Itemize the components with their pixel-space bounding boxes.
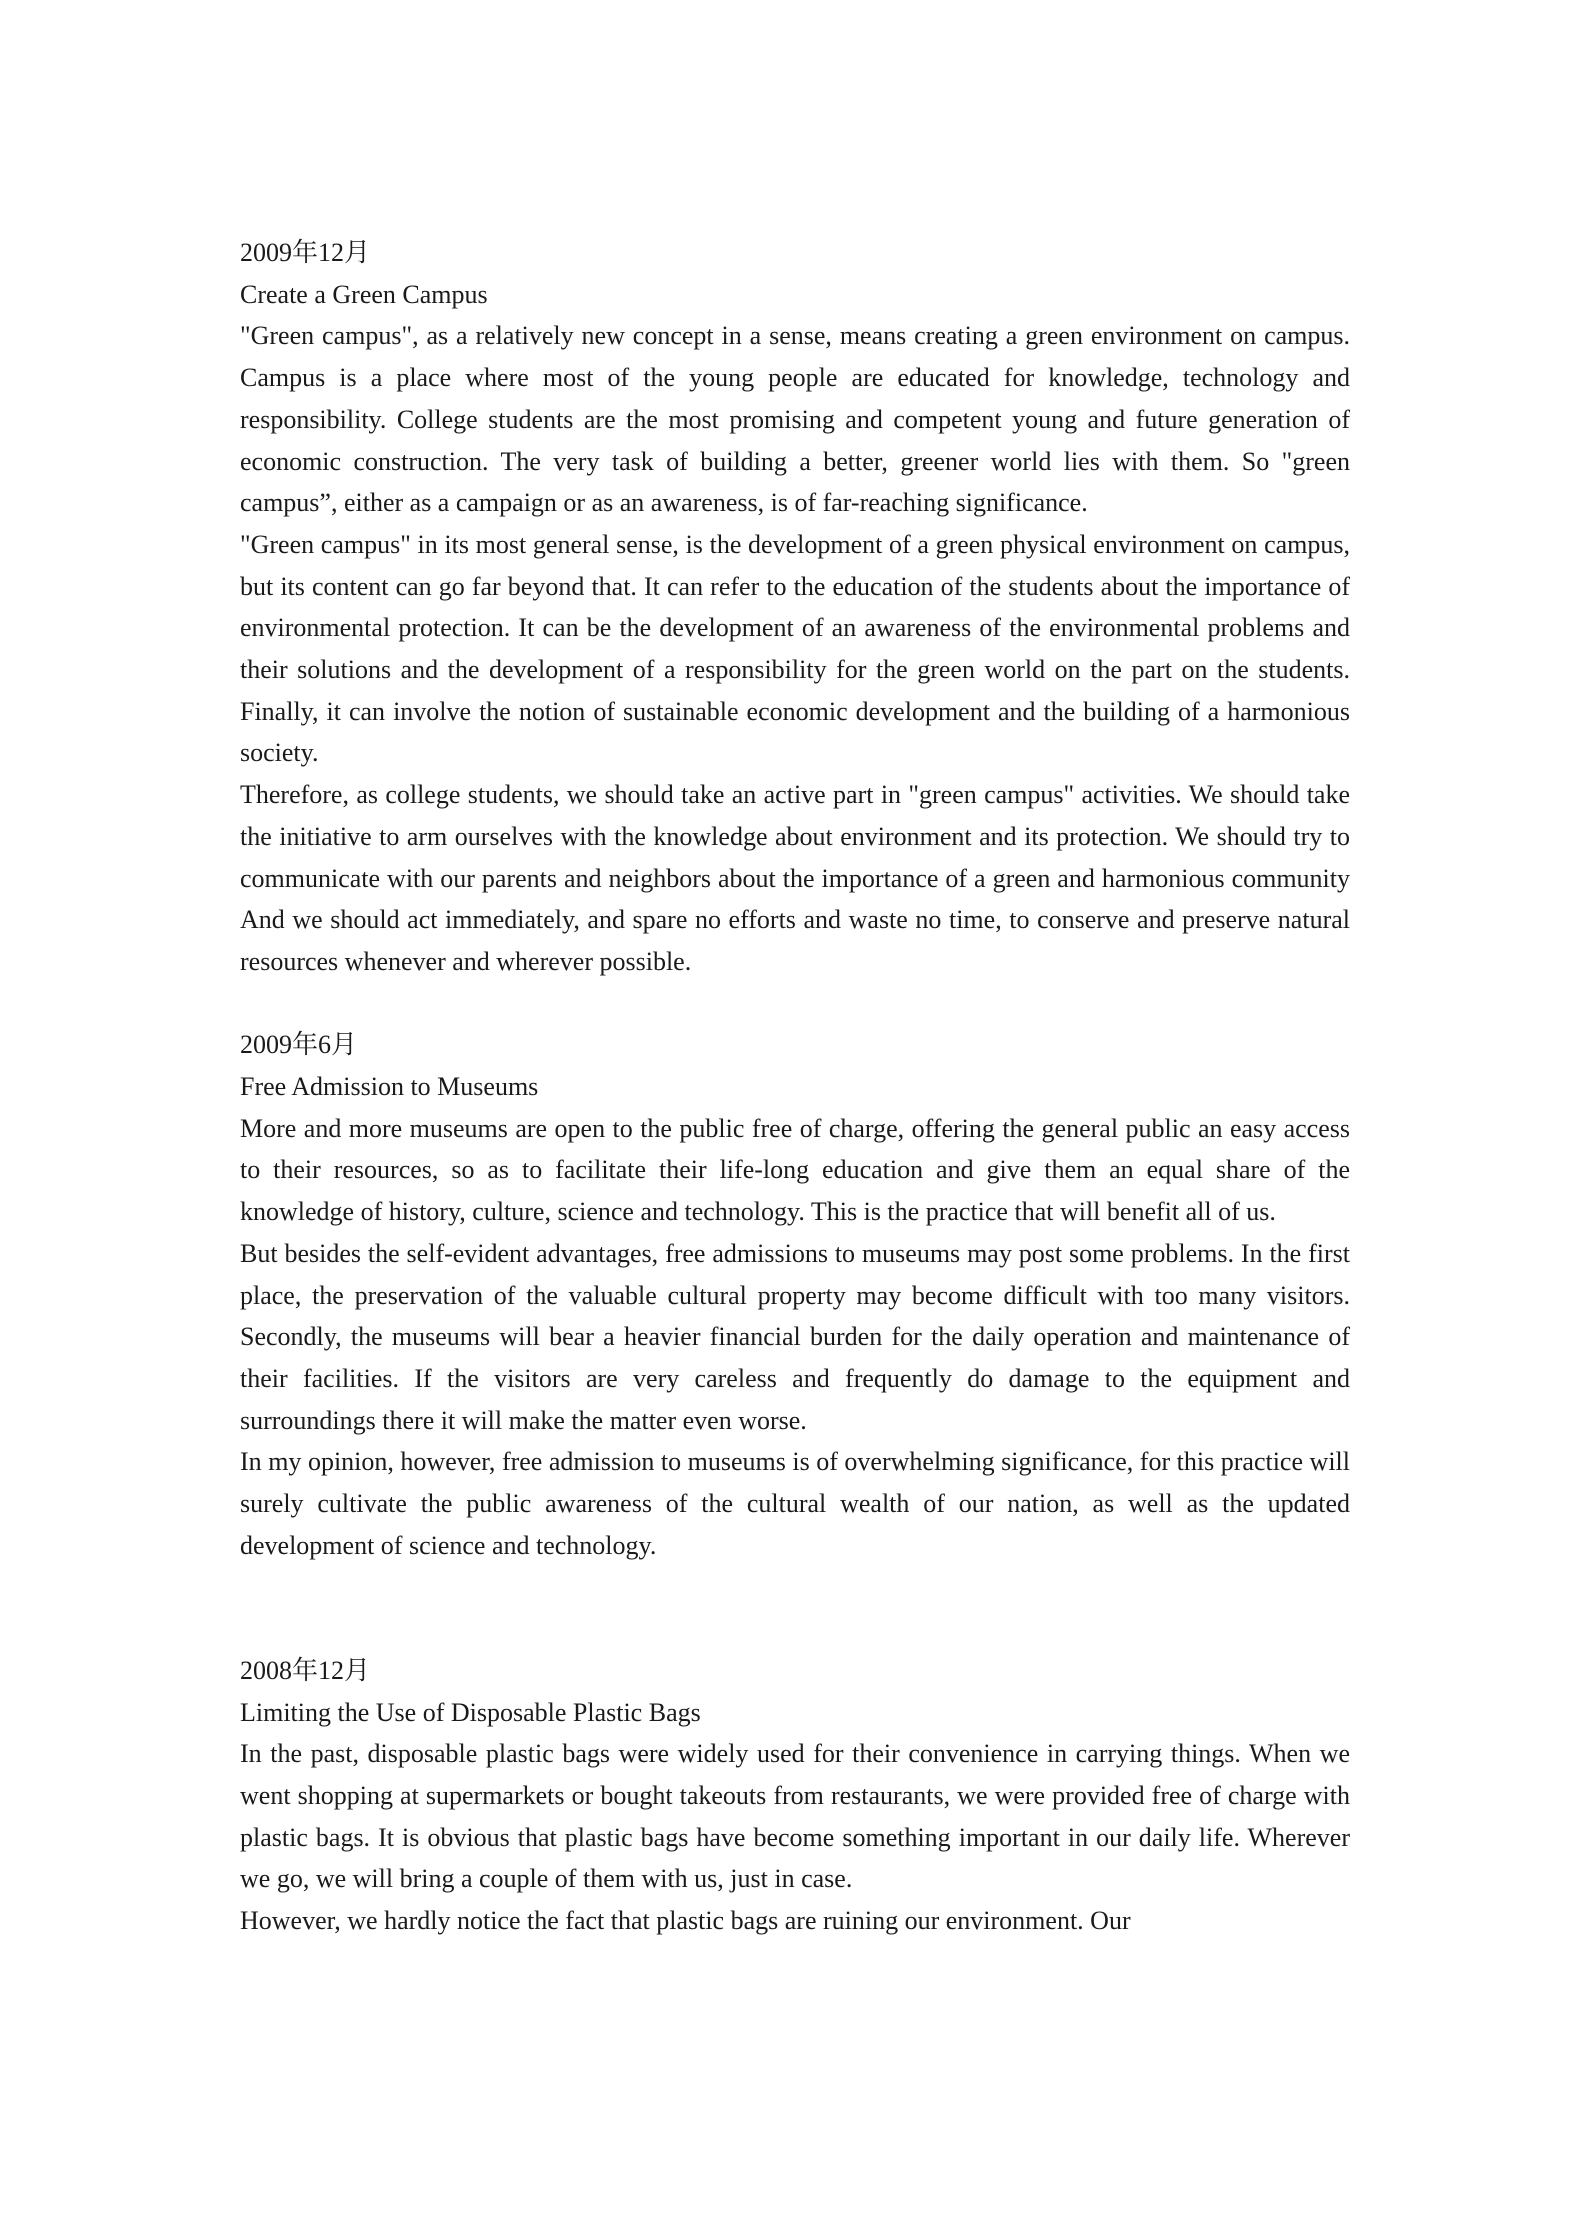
essay-title: Create a Green Campus [240, 279, 488, 309]
essay-paragraph: "Green campus", as a relatively new concept in a sense, means creating a green environment on campus. Campus is a place where most of the young people are educated for knowledge, technology and responsibility. College students are the most promising and competent young and future generation of economic construction. The very task of building a better, greener world lies with them. So "green campus”, either as a campaign or as an awareness, is of far-reaching significance. [240, 321, 1350, 518]
section-spacer [240, 983, 1350, 1025]
essay-date: 2008年12月 [240, 1655, 371, 1685]
essay-section-plastic-bags [240, 1650, 1350, 1942]
essay-paragraph: Therefore, as college students, we should take an active part in "green campus" activities. We should take the initiative to arm ourselves with the knowledge about environment and its protection. We should try to communicate with our parents and neighbors about the importance of a green and harmonious community And we should act immediately, and spare no efforts and waste no time, to conserve and preserve natural resources whenever and wherever possible. [240, 780, 1350, 976]
document-page [240, 232, 1350, 1942]
essay-date: 2009年6月 [240, 1030, 358, 1060]
essay-title: Limiting the Use of Disposable Plastic Bags [240, 1697, 701, 1727]
section-spacer [240, 1566, 1350, 1649]
essay-paragraph: "Green campus" in its most general sense, is the development of a green physical environment on campus, but its content can go far beyond that. It can refer to the education of the students about the importance of environmental protection. It can be the development of an awareness of the environmental problems and their solutions and the development of a responsibility for the green world on the part on the students. Finally, it can involve the notion of sustainable economic development and the building of a harmonious society. [240, 529, 1350, 768]
essay-paragraph: However, we hardly notice the fact that plastic bags are ruining our environment. Our [240, 1906, 1131, 1936]
essay-section-museums [240, 1024, 1350, 1566]
essay-paragraph: In the past, disposable plastic bags were widely used for their convenience in carrying things. When we went shopping at supermarkets or bought takeouts from restaurants, we were provided free of charge with plastic bags. It is obvious that plastic bags have become something important in our daily life. Wherever we go, we will bring a couple of them with us, just in case. [240, 1739, 1350, 1894]
essay-paragraph: More and more museums are open to the public free of charge, offering the general public an easy access to their resources, so as to facilitate their life-long education and give them an equal share of the knowledge of history, culture, science and technology. This is the practice that will benefit all of us. [240, 1113, 1350, 1227]
essay-paragraph: In my opinion, however, free admission to museums is of overwhelming significance, for this practice will surely cultivate the public awareness of the cultural wealth of our nation, as well as the updated development of science and technology. [240, 1447, 1350, 1560]
essay-date: 2009年12月 [240, 238, 371, 267]
essay-title: Free Admission to Museums [240, 1072, 539, 1102]
essay-section-green-campus [240, 232, 1350, 983]
essay-paragraph: But besides the self-evident advantages, free admissions to museums may post some problems. In the first place, the preservation of the valuable cultural property may become difficult with too many visitors. Secondly, the museums will bear a heavier financial burden for the daily operation and maintenance of their facilities. If the visitors are very careless and frequently do damage to the equipment and surroundings there it will make the matter even worse. [240, 1238, 1350, 1435]
